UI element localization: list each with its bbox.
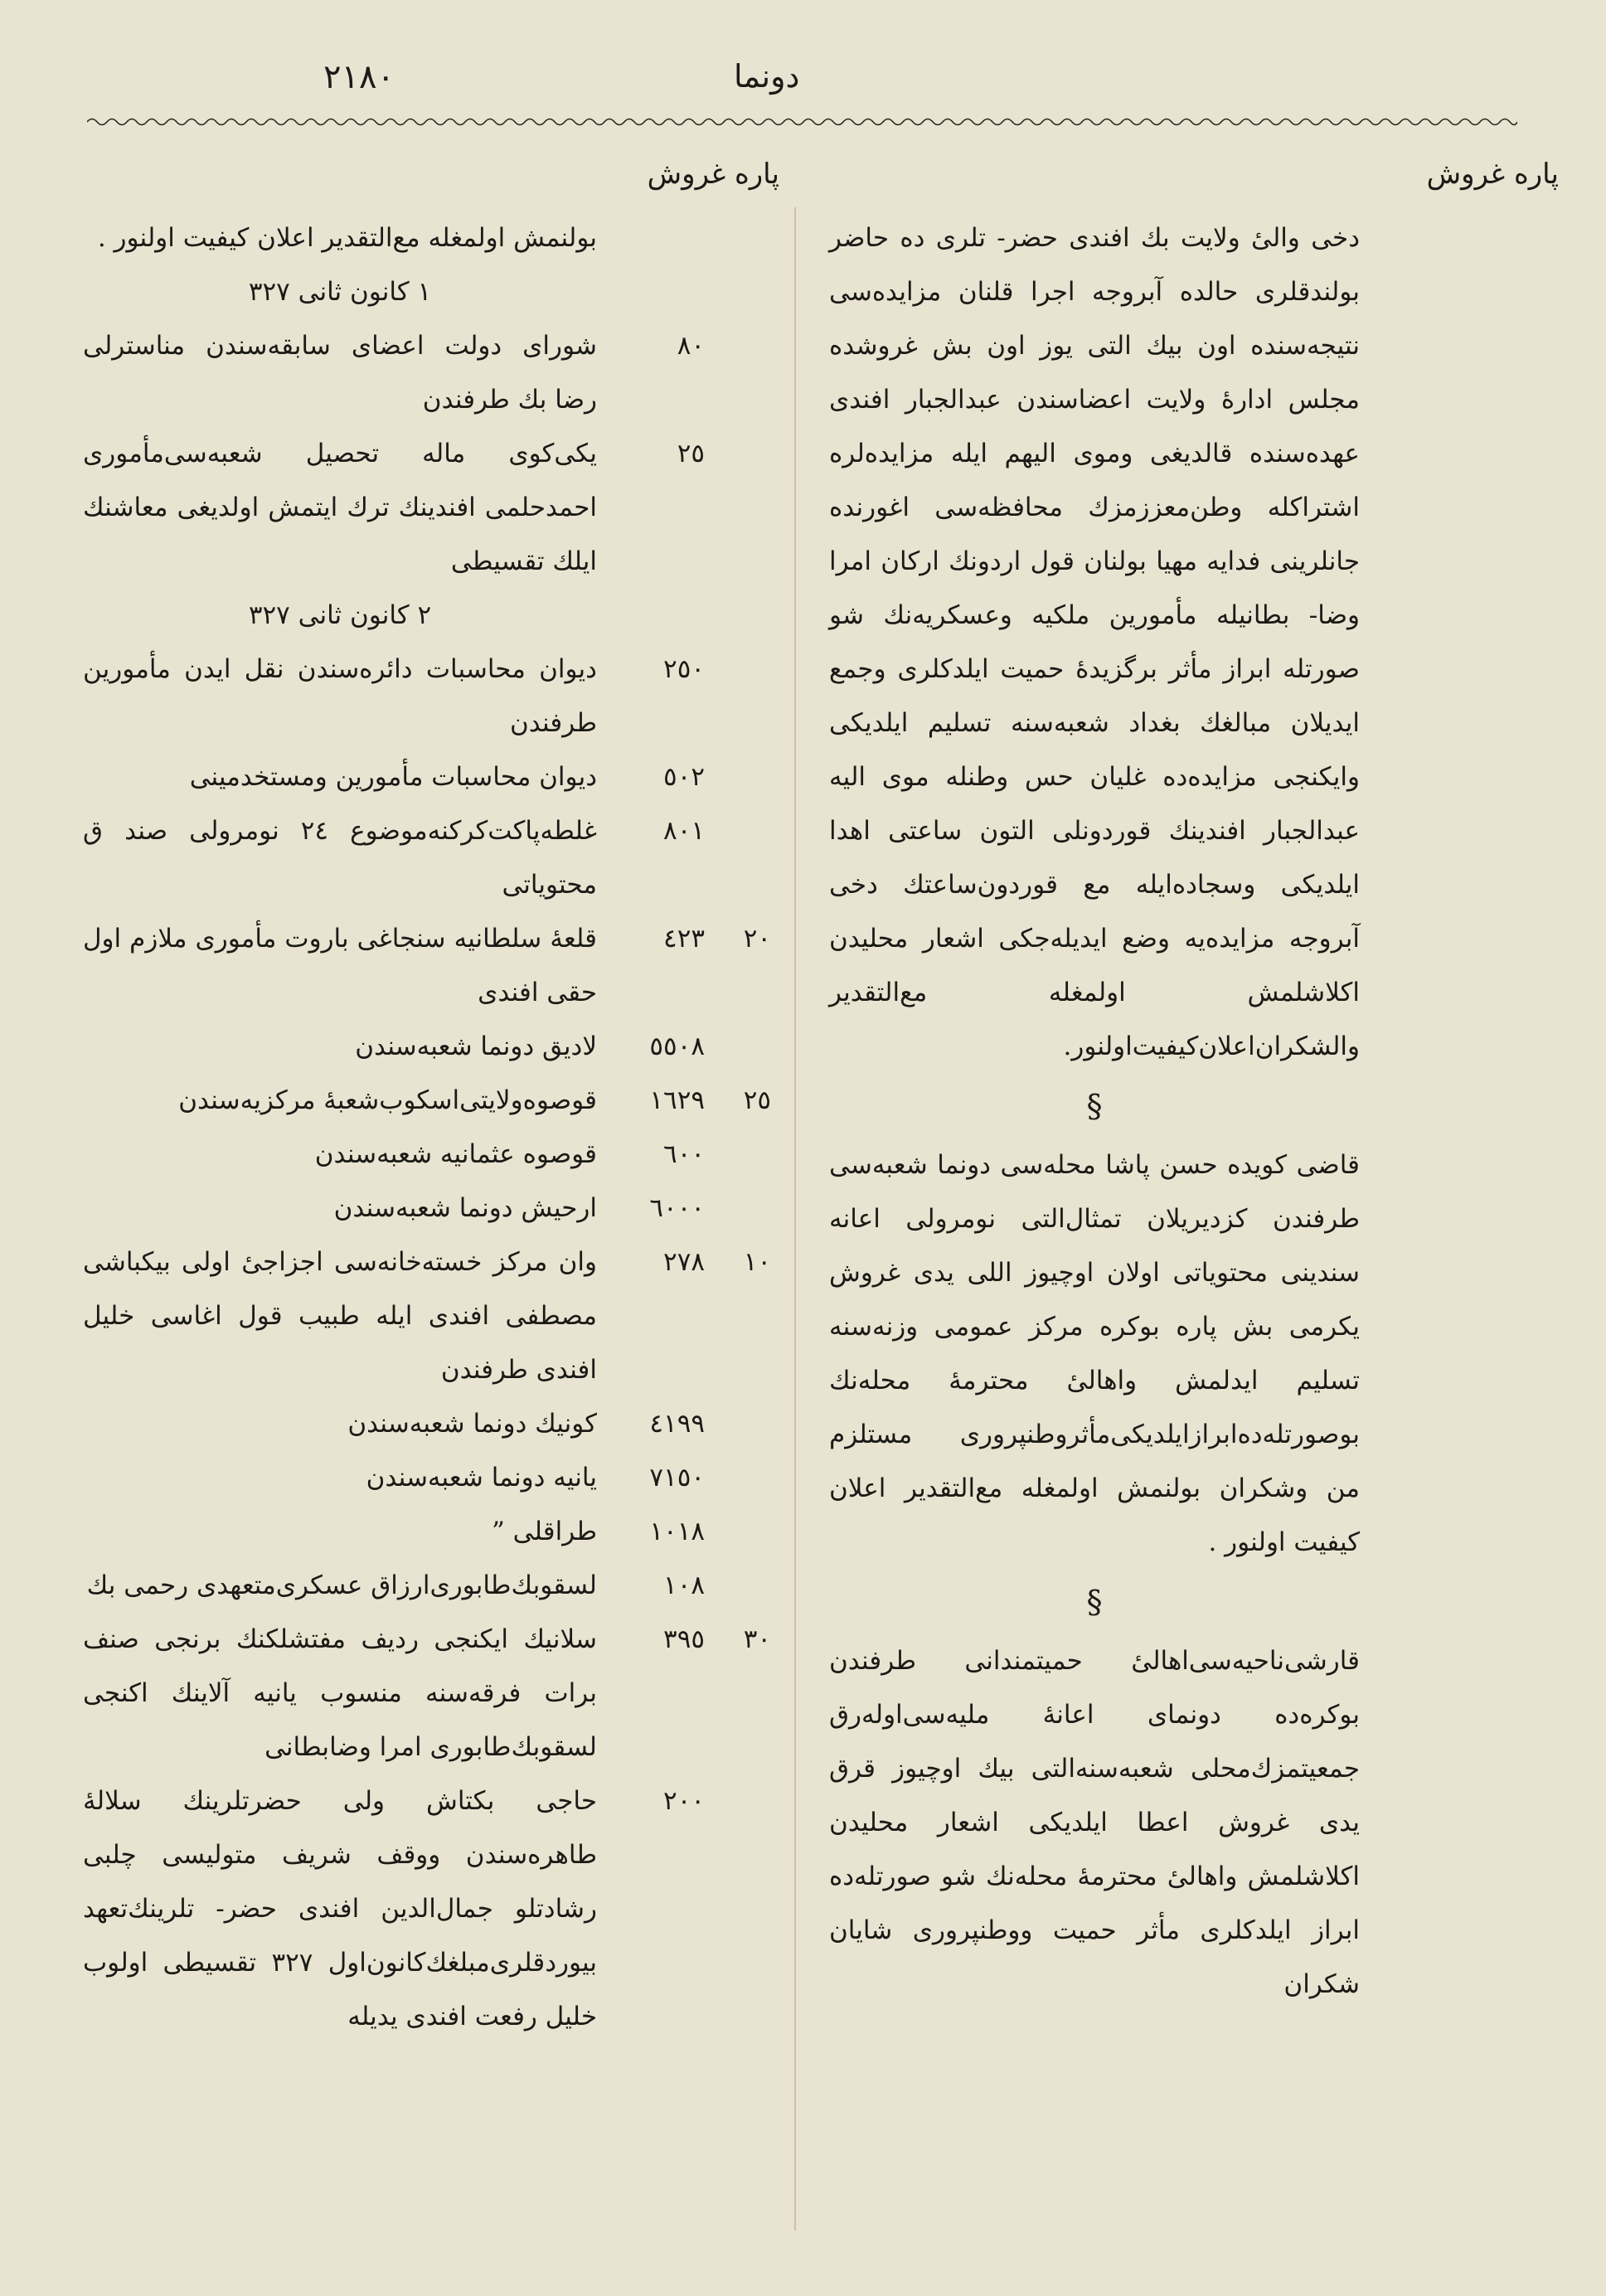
list-item xyxy=(83,319,779,427)
entry-text: بولنمش اولمغله مع‌التقدیر اعلان کیفیت اولنور . xyxy=(97,223,597,253)
amount-kurus: ٦٠٠ xyxy=(663,1139,705,1169)
page-number: ٢١٨٠ xyxy=(323,58,395,96)
list-item xyxy=(83,1559,779,1613)
list-item xyxy=(83,1505,779,1559)
amount-kurus: ١٦٢٩ xyxy=(649,1085,705,1115)
donation-list xyxy=(83,211,779,2044)
amount-kurus: ٣٩٥ xyxy=(663,1624,705,1654)
entry-text: سلانیك ایکنجی ردیف مفتشلکنك برنجی صنف برات فرقه‌سنه منسوب یانیه آلاینك اکنجی لسقوبك‌طابوری امرا وضابطانی xyxy=(83,1624,597,1762)
entry-text: ارحیش دونما شعبه‌سندن xyxy=(333,1193,597,1223)
entry-text: لسقوبك‌طابوری‌ارزاق عسکری‌متعهدی رحمی بك xyxy=(86,1570,597,1600)
list-item xyxy=(83,750,779,804)
entry-text: شورای دولت اعضای سابقه‌سندن مناسترلی رضا بك طرفندن xyxy=(83,331,597,415)
amount-kurus: ١٠١٨ xyxy=(649,1517,705,1546)
list-item xyxy=(83,1020,779,1074)
amount-para: ٢٠ xyxy=(743,924,771,954)
amount-kurus: ٨٠١ xyxy=(663,816,705,846)
entry-text: طراقلی ” xyxy=(491,1517,597,1546)
amount-kurus: ٢٥ xyxy=(677,439,705,468)
page-title: دونما xyxy=(734,58,800,95)
entry-text: وان مرکز خسته‌خانه‌سی اجزاجیٔ اولی بیکباشی مصطفی افندی ایله طبیب قول اغاسی خلیل افندی طرفندن xyxy=(83,1247,597,1385)
amount-kurus: ٦٠٠٠ xyxy=(649,1193,705,1223)
list-item xyxy=(83,1613,779,1774)
entry-text: غلطه‌پاکت‌کرکنه‌موضوع ٢٤ نومرولی صند ق محتویاتی xyxy=(83,816,597,900)
amount-kurus: ٨٠ xyxy=(677,331,705,361)
amount-kurus: ٢٧٨ xyxy=(663,1247,705,1277)
amount-kurus: ٤١٩٩ xyxy=(649,1409,705,1439)
list-item xyxy=(83,912,779,1020)
amount-kurus: ٢٠٠ xyxy=(663,1786,705,1816)
amount-kurus: ٤٢٣ xyxy=(663,924,705,954)
list-item xyxy=(83,1397,779,1451)
entry-text: لادیق دونما شعبه‌سندن xyxy=(355,1032,597,1061)
announcement-paragraph: قارشی‌ناحیه‌سی‌اهالیٔ حمیتمندانی طرفندن بوکره‌ده دونمای اعانهٔ ملیه‌سی‌اوله‌رق جمعیتمزك‌محلی شعبه‌سنه‌التی بیك اوچیوز قرق یدی غروش اعطا ایلدیکی اشعار محلیدن اکلاشلمش واهالیٔ محترمهٔ محله‌نك شو صورتله‌ده ابراز ایلدکلری مأثر حمیت ووطنپروری شایان شکران xyxy=(829,1646,1360,1999)
entry-text: یکی‌کوی ماله تحصیل شعبه‌سی‌مأموری احمدحلمی افندینك ترك ایتمش اولدیغی معاشنك ایلك تقسیطی xyxy=(83,439,597,576)
entry-text: کونیك دونما شعبه‌سندن xyxy=(347,1409,597,1439)
entry-text: قلعهٔ سلطانیه سنجاغی باروت مأموری ملازم اول حقی افندی xyxy=(83,924,597,1007)
amount-kurus: ٧١٥٠ xyxy=(649,1463,705,1493)
list-item xyxy=(83,1235,779,1397)
section-mark: § xyxy=(1086,1088,1103,1124)
entry-text: دیوان محاسبات دائره‌سندن نقل ایدن مأمورین طرفندن xyxy=(83,654,597,738)
list-item xyxy=(83,1451,779,1505)
entry-text: حاجی بکتاش ولی حضرتلرینك سلالهٔ طاهره‌سندن ووقف شریف متولیسی چلبی رشادتلو جمال‌الدین افندی حضر- تلرینك‌تعهد بیوردقلری‌مبلغك‌کانون‌اول ٣٢٧ تقسیطی اولوب خلیل رفعت افندی یدیله xyxy=(83,1786,597,2031)
list-item xyxy=(83,1182,779,1235)
list-item xyxy=(83,1128,779,1182)
amount-para: ٢٥ xyxy=(743,1085,771,1115)
entry-text: یانیه دونما شعبه‌سندن xyxy=(366,1463,597,1493)
amount-para: ٣٠ xyxy=(743,1624,771,1654)
entry-text: قوصوه‌ولایتی‌اسکوب‌شعبهٔ مرکزیه‌سندن xyxy=(178,1085,597,1115)
date-heading: ٢ کانون ثانی ٣٢٧ xyxy=(248,600,432,630)
amount-kurus: ٥٥٠٨ xyxy=(649,1032,705,1061)
announcement-paragraph: قاضی کویده حسن پاشا محله‌سی دونما شعبه‌سی طرفندن کزدیریلان تمثال‌التی نومرولی اعانه سندینی محتویاتی اولان اوچیوز اللی یدی غروش یکرمی بش پاره بوکره مرکز عمومی وزنه‌سنه تسلیم ایدلمش واهالیٔ محترمهٔ محله‌نك بوصورتله‌ده‌ابرازایلدیکی‌مأثروطنپروری مستلزم من وشکران بولنمش اولمغله مع‌التقدیر اعلان کیفیت اولنور . xyxy=(829,1150,1360,1557)
date-heading: ١ کانون ثانی ٣٢٧ xyxy=(248,277,432,307)
announcement-paragraph: دخی والیٔ ولایت بك افندی حضر- تلری ده حاضر بولندقلری حالده آبروجه اجرا قلنان مزایده‌سی نتیجه‌سنده اون بیك التی یوز اون بش غروشده مجلس ادارهٔ ولایت اعضاسندن عبدالجبار افندی عهده‌سنده قالدیغی وموی الیهم ایله مزایده‌لره اشتراکله وطن‌معززمزك محافظه‌سی اغورنده جانلرینی فدایه مهیا بولنان قول اردونك ارکان امرا وضا- بطانیله مأمورین ملکیه وعسکریه‌نك شو صورتله ابراز مأثر برگزیدهٔ حمیت ایلدکلری وجمع ایدیلان مبالغك بغداد شعبه‌سنه تسلیم ایلدیکی وایکنجی مزایده‌ده غلیان حس وطنله موی الیه عبدالجبار افندینك قوردونلی التون ساعتی اهدا ایلدیکی وسجاده‌ایله مع قوردون‌ساعتك دخی آبروجه مزایده‌یه وضع ایدیله‌جکی اشعار محلیدن اکلاشلمش اولمغله مع‌التقدیر والشکران‌اعلان‌کیفیت‌اولنور. xyxy=(829,223,1360,1061)
amount-kurus: ٥٠٢ xyxy=(663,762,705,792)
amount-kurus: ١٠٨ xyxy=(663,1570,705,1600)
list-item xyxy=(83,643,779,750)
list-item xyxy=(83,804,779,912)
entry-text: قوصوه عثمانیه شعبه‌سندن xyxy=(314,1139,597,1169)
right-column xyxy=(829,211,1360,2012)
list-item xyxy=(83,1774,779,2044)
left-column-heading: پاره غروش xyxy=(647,158,779,191)
entry-text: دیوان محاسبات مأمورین ومستخدمینی xyxy=(189,762,597,792)
section-mark: § xyxy=(1086,1584,1103,1620)
list-item xyxy=(83,427,779,589)
amount-kurus: ٢٥٠ xyxy=(663,654,705,684)
amount-para: ١٠ xyxy=(743,1247,771,1277)
list-item xyxy=(83,1074,779,1128)
header-wavy-rule xyxy=(87,116,1517,128)
list-item xyxy=(83,211,779,265)
column-divider xyxy=(794,207,796,2230)
right-column-heading: پاره غروش xyxy=(1426,158,1559,191)
